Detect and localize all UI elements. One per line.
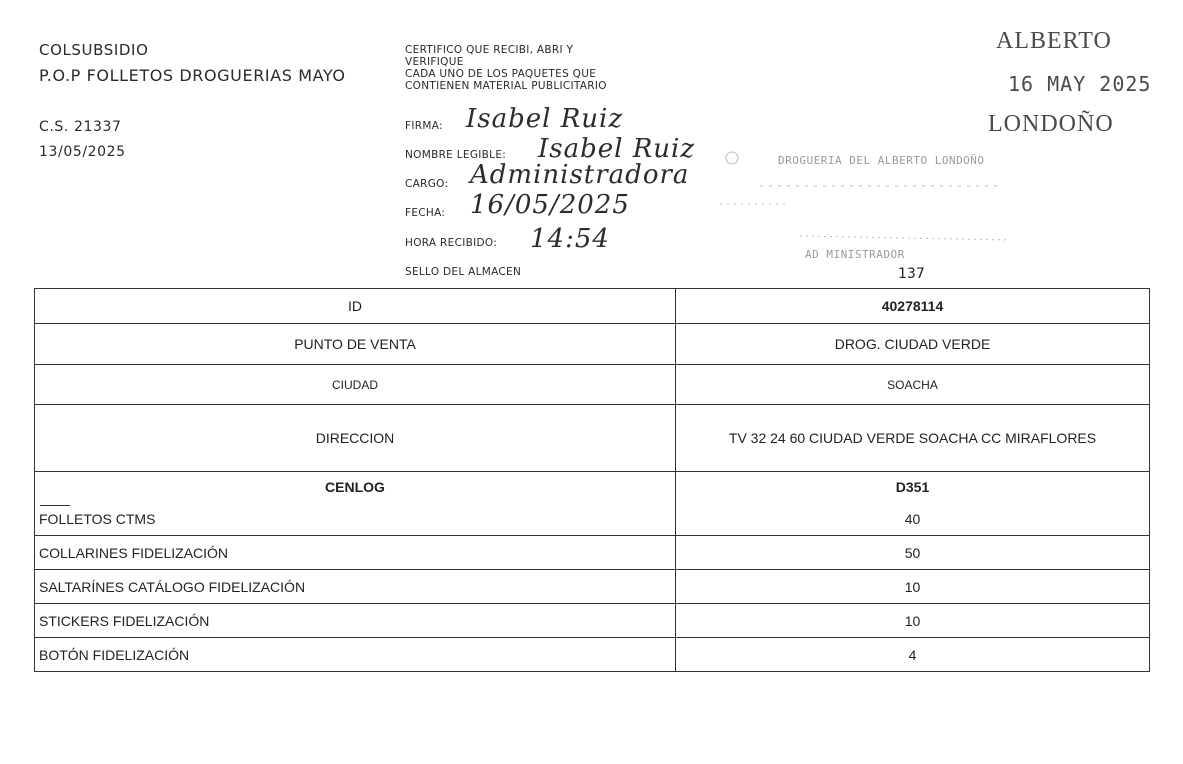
company-name: COLSUBSIDIO <box>39 41 149 59</box>
fecha-label: FECHA: <box>405 207 446 219</box>
table-row-item <box>35 570 1150 604</box>
item-qty: 40 <box>676 502 1150 536</box>
firma-label: FIRMA: <box>405 120 443 132</box>
table-row-item <box>35 536 1150 570</box>
item-name: STICKERS FIDELIZACIÓN <box>35 604 676 638</box>
cenlog-value: D351 <box>676 472 1150 503</box>
certification-line-2: VERIFIQUE <box>405 56 464 68</box>
cargo-label: CARGO: <box>405 178 449 190</box>
stamp-name-bottom: LONDOÑO <box>988 111 1114 137</box>
sello-label: SELLO DEL ALMACEN <box>405 266 522 278</box>
id-value: 40278114 <box>676 289 1150 324</box>
item-name: FOLLETOS CTMS <box>35 502 676 536</box>
punto-venta-label: PUNTO DE VENTA <box>35 324 676 365</box>
item-name: BOTÓN FIDELIZACIÓN <box>35 638 676 672</box>
table-row-direccion <box>35 405 1150 472</box>
stamp-date: 16 MAY 2025 <box>1008 72 1152 96</box>
item-qty: 50 <box>676 536 1150 570</box>
stamp-faded-line-2: AD MINISTRADOR <box>805 248 905 261</box>
direccion-label: DIRECCION <box>35 405 676 472</box>
certification-line-4: CONTIENEN MATERIAL PUBLICITARIO <box>405 80 607 92</box>
hora-label: HORA RECIBIDO: <box>405 237 498 249</box>
direccion-value: TV 32 24 60 CIUDAD VERDE SOACHA CC MIRAFLORES <box>676 405 1150 472</box>
certification-text <box>405 44 607 92</box>
ciudad-label: CIUDAD <box>35 365 676 405</box>
table-row-ciudad <box>35 365 1150 405</box>
table-row-item <box>35 502 1150 536</box>
fecha-value: 16/05/2025 <box>470 190 630 220</box>
table-row-punto-venta <box>35 324 1150 365</box>
firma-signature: Isabel Ruiz <box>466 104 624 134</box>
id-label: ID <box>35 289 676 324</box>
certification-line-1: CERTIFICO QUE RECIBI, ABRI Y <box>405 44 574 56</box>
cargo-value: Administradora <box>470 160 690 190</box>
delivery-table <box>34 288 1150 672</box>
item-qty: 10 <box>676 570 1150 604</box>
stamp-number: 137 <box>898 266 925 282</box>
certification-line-3: CADA UNO DE LOS PAQUETES QUE <box>405 68 597 80</box>
item-qty: 4 <box>676 638 1150 672</box>
cenlog-label: CENLOG <box>35 472 676 503</box>
document-code: C.S. 21337 <box>39 119 122 135</box>
ciudad-value: SOACHA <box>676 365 1150 405</box>
campaign-title: P.O.P FOLLETOS DROGUERIAS MAYO <box>39 66 346 85</box>
table-row-item <box>35 604 1150 638</box>
document-date: 13/05/2025 <box>39 144 126 160</box>
hora-value: 14:54 <box>530 224 610 254</box>
faded-stamp-marks <box>700 140 1020 260</box>
table-row-item <box>35 638 1150 672</box>
item-name: SALTARÍNES CATÁLOGO FIDELIZACIÓN <box>35 570 676 604</box>
stamp-name-top: ALBERTO <box>996 28 1112 54</box>
item-qty: 10 <box>676 604 1150 638</box>
stamp-faded-line-1: DROGUERIA DEL ALBERTO LONDOÑO <box>778 154 985 167</box>
table-row-id <box>35 289 1150 324</box>
item-name: COLLARINES FIDELIZACIÓN <box>35 536 676 570</box>
nombre-label: NOMBRE LEGIBLE: <box>405 149 507 161</box>
nombre-value: Isabel Ruiz <box>538 134 696 164</box>
table-row-cenlog <box>35 472 1150 503</box>
punto-venta-value: DROG. CIUDAD VERDE <box>676 324 1150 365</box>
short-divider <box>40 505 70 506</box>
